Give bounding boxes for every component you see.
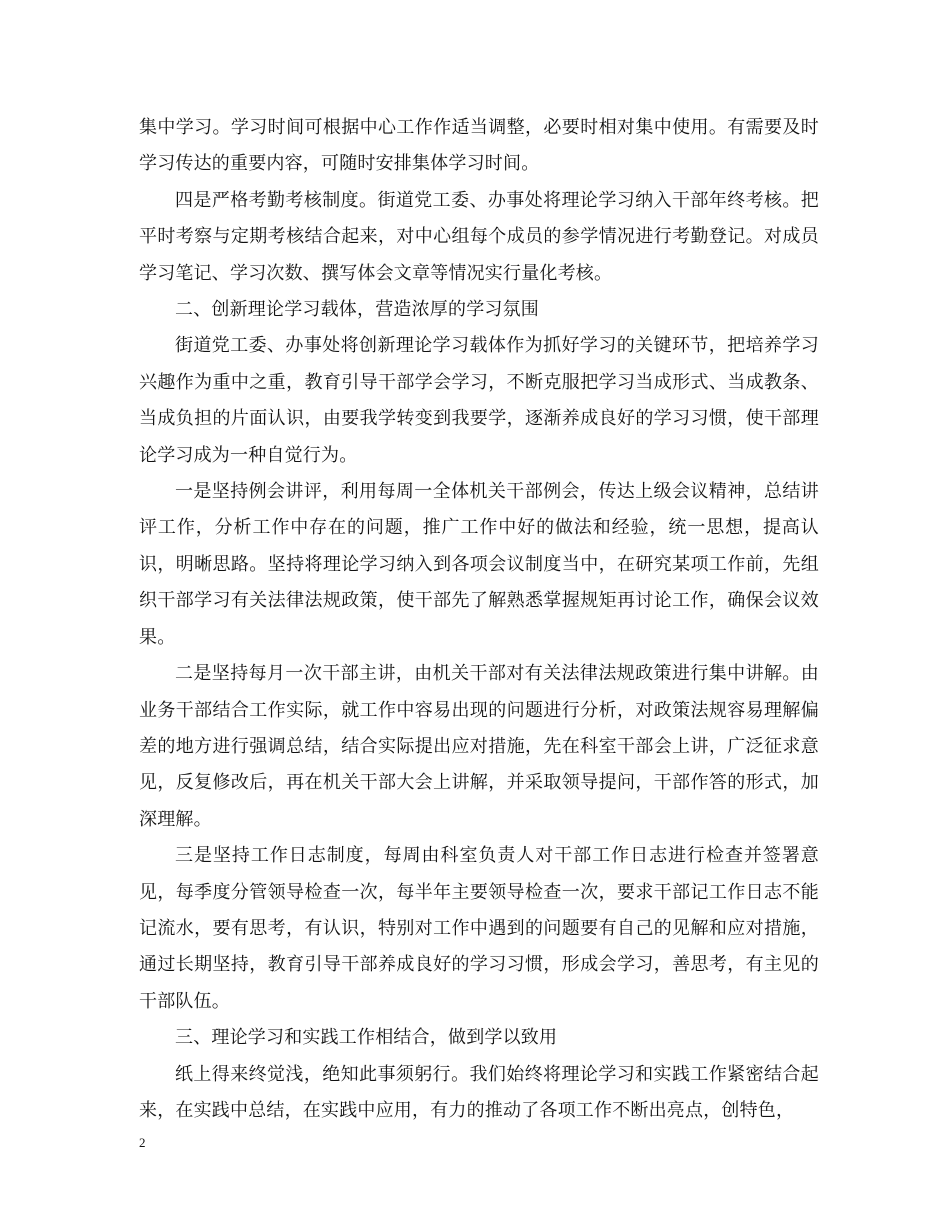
paragraph-4: 街道党工委、办事处将创新理论学习载体作为抓好学习的关键环节，把培养学习兴趣作为重中之重，教育引导干部学会学习，不断克服把学习当成形式、当成教条、当成负担的片面认识，由要我学转变到我要学，逐渐养成良好的学习习惯，使干部理论学习成为一种自觉行为。: [139, 335, 819, 466]
paragraph-5: 一是坚持例会讲评，利用每周一全体机关干部例会，传达上级会议精神，总结讲评工作，分析工作中存在的问题，推广工作中好的做法和经验，统一思想，提高认识，明晰思路。坚持将理论学习纳入到各项会议制度当中，在研究某项工作前，先组织干部学习有关法律法规政策，使干部先了解熟悉掌握规矩再讨论工作，确保会议效果。: [139, 481, 819, 648]
paragraph-7: 三是坚持工作日志制度，每周由科室负责人对干部工作日志进行检查并签署意见，每季度分管领导检查一次，每半年主要领导检查一次，要求干部记工作日志不能记流水，要有思考，有认识，特别对工作中遇到的问题要有自己的见解和应对措施，通过长期坚持，教育引导干部养成良好的学习习惯，形成会学习，善思考，有主见的干部队伍。: [139, 845, 819, 1012]
section-heading-2: 二、创新理论学习载体，营造浓厚的学习氛围: [175, 299, 539, 321]
document-body: [139, 110, 819, 1129]
page-number: 2: [139, 1135, 146, 1150]
paragraph-9: 纸上得来终觉浅，绝知此事须躬行。我们始终将理论学习和实践工作紧密结合起来，在实践中总结，在实践中应用，有力的推动了各项工作不断出亮点，创特色，: [139, 1063, 819, 1121]
paragraph-1: 集中学习。学习时间可根据中心工作作适当调整，必要时相对集中使用。有需要及时学习传达的重要内容，可随时安排集体学习时间。: [139, 117, 819, 175]
section-heading-3: 三、理论学习和实践工作相结合，做到学以致用: [175, 1027, 558, 1049]
paragraph-6: 二是坚持每月一次干部主讲，由机关干部对有关法律法规政策进行集中讲解。由业务干部结合工作实际，就工作中容易出现的问题进行分析，对政策法规容易理解偏差的地方进行强调总结，结合实际提出应对措施，先在科室干部会上讲，广泛征求意见，反复修改后，再在机关干部大会上讲解，并采取领导提问，干部作答的形式，加深理解。: [139, 663, 819, 830]
paragraph-2: 四是严格考勤考核制度。街道党工委、办事处将理论学习纳入干部年终考核。把平时考察与定期考核结合起来，对中心组每个成员的参学情况进行考勤登记。对成员学习笔记、学习次数、撰写体会文章等情况实行量化考核。: [139, 189, 819, 284]
